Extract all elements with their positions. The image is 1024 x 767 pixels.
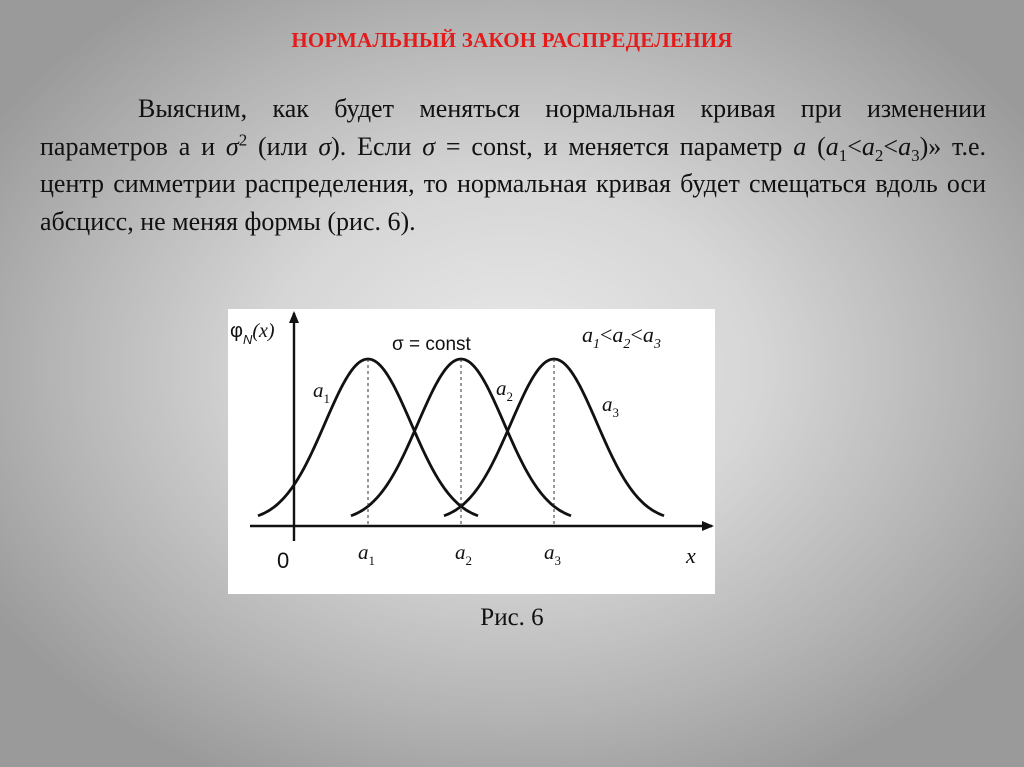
curve-label-a3: $a_3$ (602, 392, 619, 420)
tick-label-a2: $a_2$ (455, 540, 472, 568)
tick-label-a3: $a_3$ (544, 540, 561, 568)
sigma-const-label: σ = const (392, 334, 471, 355)
curve-label-a2: $a_2$ (496, 376, 513, 404)
body-paragraph: Выясним, как будет меняться нормальная кривая при изменении параметров а и $\sigma^2$ (или σ). Если σ = const, и меняется параметр a $(a_1<a_2<a_3)$» т.е. центр симметрии распределения, то нормальная кривая будет смещаться вдоль оси абсцисс, не меняя формы (рис. 6). (40, 94, 987, 236)
figure-normal-curves (228, 309, 715, 594)
origin-label: 0 (277, 548, 290, 573)
y-axis-label: $\varphi_N(x)$ (230, 320, 275, 347)
tick-label-a1: $a_1$ (358, 540, 375, 568)
slide-title: НОРМАЛЬНЫЙ ЗАКОН РАСПРЕДЕЛЕНИЯ (291, 28, 733, 52)
curve-label-a1: $a_1$ (313, 378, 330, 406)
order-label: $a_1<a_2<a_3$ (582, 322, 661, 352)
figure-caption: Рис. 6 (480, 604, 544, 631)
normal-curves-chart (228, 309, 715, 594)
x-axis-label: x (686, 543, 696, 568)
